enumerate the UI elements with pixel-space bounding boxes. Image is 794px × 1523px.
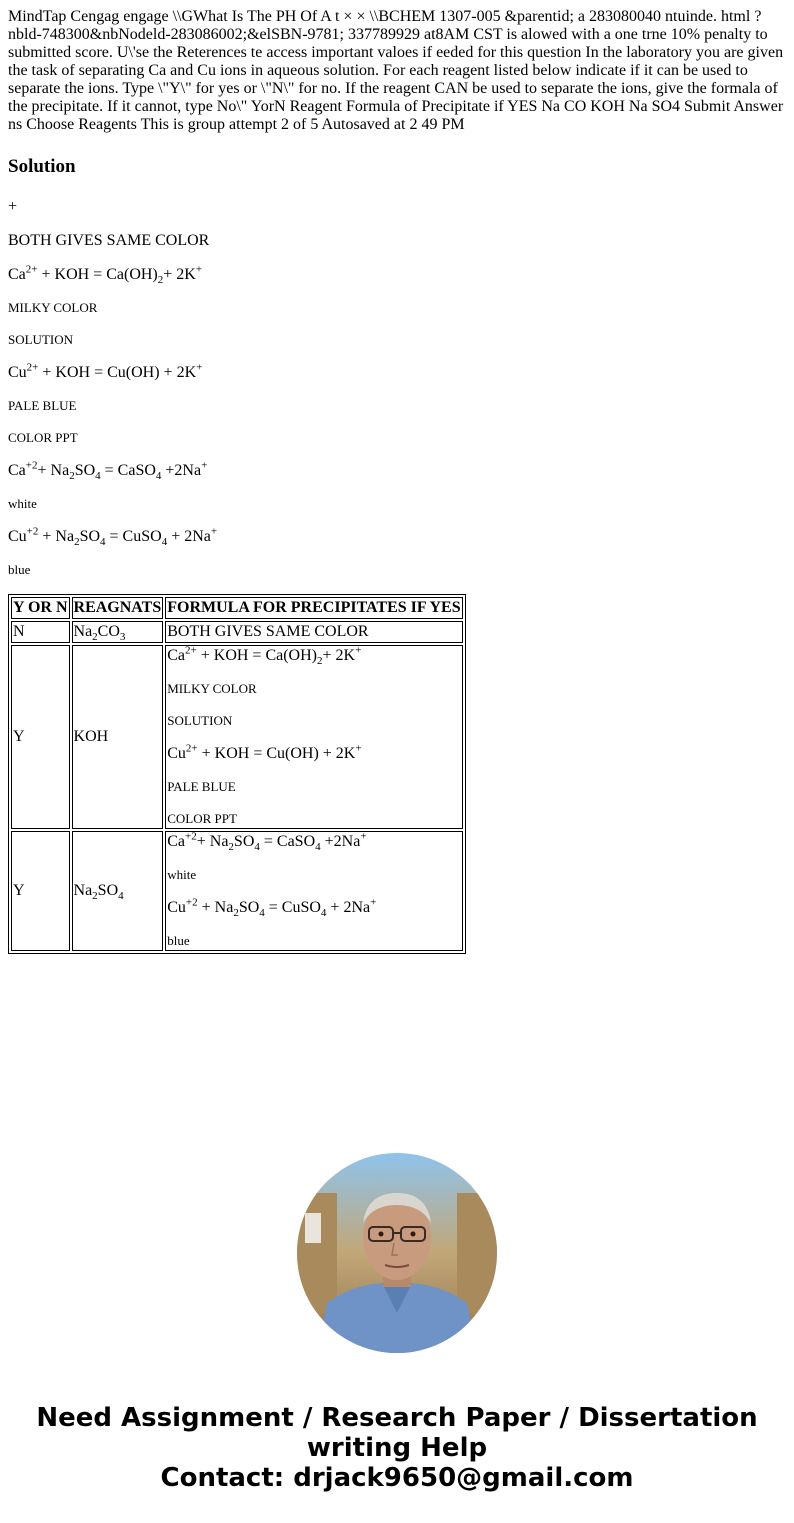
cell-reagent: $Na_2SO_4$ bbox=[72, 831, 164, 951]
table-row bbox=[11, 645, 463, 829]
cell-formula: BOTH GIVES SAME COLOR bbox=[165, 621, 462, 643]
table-row bbox=[11, 831, 463, 951]
solution-heading: Solution bbox=[8, 156, 76, 177]
cell-yn: N bbox=[11, 621, 70, 643]
label-solution: SOLUTION bbox=[8, 332, 73, 347]
answer-table bbox=[8, 594, 466, 954]
label-pale-blue: PALE BLUE bbox=[167, 779, 236, 794]
equation-cu-na2so4: $Cu^{+2} + Na_2SO_4$ = CuSO$_4$ + 2Na+ bbox=[167, 896, 377, 920]
equation-ca-na2so4: $Ca^{+2}+ Na_2SO_4$ = CaSO$_4$ +2Na+ bbox=[8, 459, 208, 483]
cell-formula bbox=[165, 831, 462, 951]
promo-contact: Contact: drjack9650@gmail.com bbox=[160, 1463, 634, 1493]
label-blue: blue bbox=[8, 562, 31, 577]
equation-cu-na2so4: $Cu^{+2} + Na_2SO_4$ = CuSO$_4$ + 2Na+ bbox=[8, 525, 218, 549]
promo-line-2: writing Help bbox=[306, 1433, 488, 1463]
plus-sign: + bbox=[8, 198, 18, 215]
label-color-ppt: COLOR PPT bbox=[167, 811, 237, 826]
tutor-portrait-image bbox=[297, 1153, 497, 1353]
equation-ca-koh: $Ca^{2+}$ + KOH = $Ca(OH)_2+ 2K^+$ bbox=[8, 263, 203, 287]
question-text: MindTap Cengag engage \\GWhat Is The PH Of A t × × \\BCHEM 1307-005 &parentid; a 283080040 ntuinde. html ? nbld-748300&nbNodeld-283086002;&elSBN-9781; 337789929 at8AM CST is alowed with a one trne 10% penalty to submitted score. U\'se the Reterences te access important valoes if eeded for this question In the laboratory you are given the task of separating Ca and Cu ions in aqueous solution. For each reagent listed below indicate if it can be used to separate the ions. Type \"Y\" for yes or \"N\" for no. If the reagent CAN be used to separate the ions, give the formala of the precipitate. If it cannot, type No\" YorN Reagent Formula of Precipitate if YES Na CO KOH Na SO4 Submit Answer ns Choose Reagents This is group attempt 2 of 5 Autosaved at 2 49 PM bbox=[8, 8, 784, 133]
label-white: white bbox=[8, 496, 37, 511]
header-y-or-n: Y OR N bbox=[11, 597, 70, 619]
cell-formula bbox=[165, 645, 462, 829]
label-white: white bbox=[167, 867, 197, 882]
both-same-note: BOTH GIVES SAME COLOR bbox=[8, 232, 210, 249]
cell-reagent: KOH bbox=[72, 645, 164, 829]
equation-cu-koh: $Cu^{2+}$ + KOH = Cu(OH) + 2K+ bbox=[8, 361, 203, 381]
equation-ca-na2so4: $Ca^{+2}+ Na_2SO_4$ = CaSO$_4$ +2Na+ bbox=[167, 830, 367, 854]
promo-footer bbox=[0, 1403, 794, 1493]
promo-line-1: Need Assignment / Research Paper / Dissertation bbox=[36, 1403, 758, 1433]
label-milky: MILKY COLOR bbox=[167, 681, 257, 696]
label-color-ppt: COLOR PPT bbox=[8, 430, 78, 445]
label-milky: MILKY COLOR bbox=[8, 300, 98, 315]
cell-yn: Y bbox=[11, 831, 70, 951]
equation-ca-koh: $Ca^{2+}$ + KOH = $Ca(OH)_2+ 2K^+$ bbox=[167, 644, 362, 668]
table-row bbox=[11, 621, 463, 643]
header-formula: FORMULA FOR PRECIPITATES IF YES bbox=[165, 597, 462, 619]
header-reagents: REAGNATS bbox=[72, 597, 164, 619]
label-blue: blue bbox=[167, 933, 190, 948]
cell-reagent: $Na_2CO_3$ bbox=[72, 621, 164, 643]
label-solution: SOLUTION bbox=[167, 713, 233, 728]
table-header-row bbox=[11, 597, 463, 619]
cell-yn: Y bbox=[11, 645, 70, 829]
tutor-avatar bbox=[297, 1153, 497, 1353]
label-pale-blue: PALE BLUE bbox=[8, 398, 77, 413]
equation-cu-koh: $Cu^{2+}$ + KOH = Cu(OH) + 2K+ bbox=[167, 742, 362, 762]
